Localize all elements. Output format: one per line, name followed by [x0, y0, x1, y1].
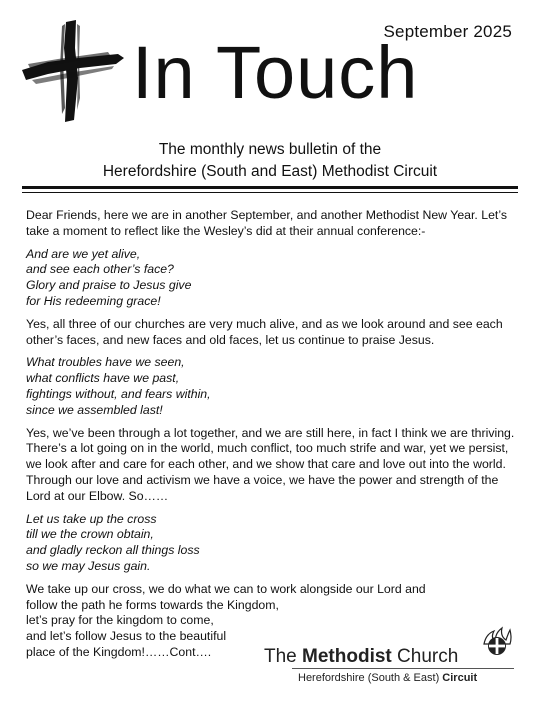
verse-3	[26, 512, 516, 575]
logo-prefix: The	[264, 646, 303, 667]
subtitle-line-1: The monthly news bulletin of the	[158, 141, 382, 158]
verse-line: fightings without, and fears within,	[26, 386, 211, 401]
verse-line: so we may Jesus gain.	[26, 558, 151, 573]
closing-line: We take up our cross, we do what we can to work alongside our Lord and	[26, 581, 426, 596]
bulletin-title: In Touch	[132, 31, 419, 114]
closing-line: let’s pray for the kingdom to come,	[26, 613, 214, 628]
methodist-church-logo	[262, 624, 518, 690]
verse-line: for His redeeming grace!	[26, 293, 161, 308]
letter-body	[26, 208, 516, 668]
closing-line: and let’s follow Jesus to the beautiful	[26, 629, 227, 644]
logo-sub-plain: Herefordshire (South & East)	[298, 672, 443, 684]
verse-line: since we assembled last!	[26, 402, 163, 417]
verse-line: and see each other’s face?	[26, 262, 174, 277]
verse-line: And are we yet alive,	[26, 246, 141, 261]
subtitle-line-2: Herefordshire (South and East) Methodist Circuit	[102, 163, 438, 180]
brush-cross-icon	[18, 18, 128, 128]
verse-2	[26, 355, 516, 418]
paragraph-3: Yes, we’ve been through a lot together, and we are still here, in fact I think we are thriving. There’s a lot going on in the world, much conflict, too much strife and war, yet we persist, we look after and care for each other, and we show that care and love out into the world. Through our love and activism we have a voice, we have the power and strength of the Lord at our Elbow. So……	[26, 425, 515, 503]
logo-circuit	[298, 672, 477, 684]
closing-line: place of the Kingdom!……Cont….	[26, 644, 212, 659]
header-rule-thick	[22, 186, 518, 189]
verse-line: Glory and praise to Jesus give	[26, 278, 192, 293]
logo-bold: Methodist	[302, 646, 392, 667]
verse-line: What troubles have we seen,	[26, 355, 185, 370]
issue-date: September 2025	[383, 22, 512, 41]
verse-line: till we the crown obtain,	[26, 527, 154, 542]
header-rule-thin	[22, 192, 518, 193]
logo-wordmark	[264, 646, 458, 668]
verse-line: what conflicts have we past,	[26, 371, 180, 386]
verse-1	[26, 247, 516, 310]
logo-suffix: Church	[391, 646, 459, 667]
methodist-cross-flame-icon	[480, 624, 514, 658]
verse-line: and gladly reckon all things loss	[26, 543, 200, 558]
logo-sub-bold: Circuit	[442, 672, 478, 684]
paragraph-2: Yes, all three of our churches are very much alive, and as we look around and see each other’s faces, and new faces and old faces, let us continue to praise Jesus.	[26, 316, 503, 347]
closing-line: follow the path he forms towards the Kingdom,	[26, 597, 279, 612]
logo-divider	[292, 668, 514, 669]
verse-line: Let us take up the cross	[26, 511, 157, 526]
paragraph-intro: Dear Friends, here we are in another September, and another Methodist New Year. Let’s take a moment to reflect like the Wesley’s did at their annual conference:-	[26, 208, 508, 238]
